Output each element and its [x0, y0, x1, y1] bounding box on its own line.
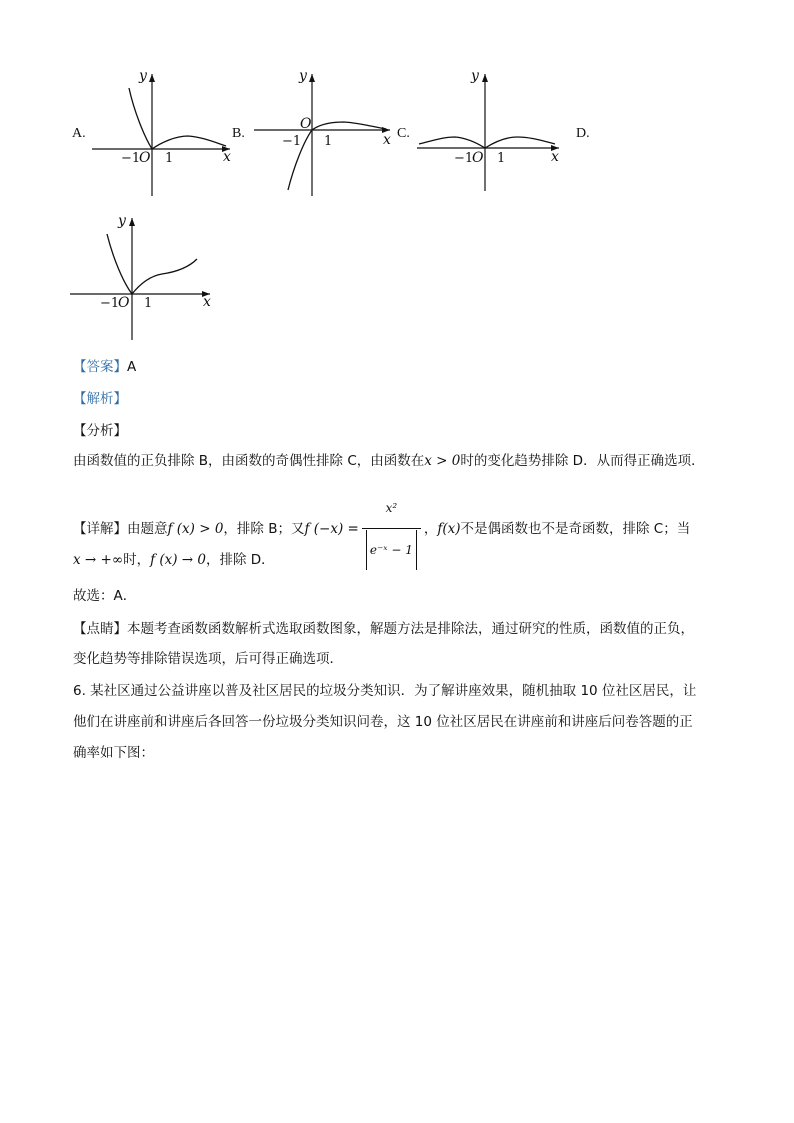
answer-tag: 【答案】	[73, 359, 127, 375]
origin-label: O	[118, 295, 130, 311]
fenxi-condition: x > 0	[424, 453, 461, 469]
choose-line: 故选：A．	[73, 588, 137, 604]
detail-expr-1: f (x) > 0	[167, 521, 224, 537]
fenxi-text-2: 时的变化趋势排除 D．从而得正确选项．	[460, 453, 705, 469]
answer-value: A	[127, 359, 137, 375]
dianjing-tag: 【点睛】	[73, 621, 127, 637]
detail-expr-3: f(x)	[437, 521, 461, 537]
dianjing-line-2: 变化趋势等排除错误选项，后可得正确选项．	[73, 651, 343, 667]
q6-line-3: 确率如下图：	[73, 745, 154, 761]
tick-pos1: 1	[497, 151, 506, 166]
q6-line-2: 他们在讲座前和讲座后各回答一份垃圾分类知识问卷，这 10 位社区居民在讲座前和讲座后问卷答题的正	[73, 714, 693, 730]
dianjing-line-1	[73, 619, 694, 639]
option-a-label[interactable]: A.	[72, 126, 86, 141]
detail-line2-text-1: 时，	[123, 552, 151, 568]
fraction-denominator-wrap	[362, 528, 421, 570]
detail-text-3: ，	[423, 521, 438, 537]
x-axis-label: x	[383, 132, 391, 148]
y-axis-label: y	[118, 213, 126, 229]
detail-limit-expr: x → +∞	[73, 552, 124, 568]
tick-neg1: −1	[282, 134, 302, 149]
x-axis-label: x	[223, 149, 231, 165]
function-curve	[419, 137, 555, 148]
fenxi-text	[73, 451, 705, 471]
tick-pos1: 1	[324, 134, 333, 149]
detail-text-4: 不是偶函数也不是奇函数，排除 C；当	[460, 521, 691, 537]
detail-text-1: 由题意	[127, 521, 168, 537]
analysis-tag: 【解析】	[73, 391, 127, 407]
x-axis-label: x	[551, 149, 559, 165]
fraction-denominator: e⁻ˣ − 1	[366, 530, 417, 570]
option-b-label[interactable]: B.	[232, 126, 245, 141]
y-axis-arrow	[309, 74, 315, 82]
fenxi-text-1: 由函数值的正负排除 B，由函数的奇偶性排除 C，由函数在	[73, 453, 425, 469]
graph-option-b	[252, 66, 402, 201]
fenxi-tag: 【分析】	[73, 423, 127, 439]
answer-line	[73, 357, 136, 377]
tick-neg1: −1	[454, 151, 474, 166]
option-c-label[interactable]: C.	[397, 126, 410, 141]
option-d-label[interactable]: D.	[576, 126, 590, 141]
tick-pos1: 1	[165, 151, 174, 166]
y-axis-label: y	[299, 68, 307, 84]
y-axis-arrow	[149, 74, 155, 82]
y-axis-arrow	[129, 218, 135, 226]
graph-option-d	[70, 210, 220, 345]
function-curve	[129, 88, 226, 149]
tick-neg1: −1	[121, 151, 141, 166]
detail-text-2: ，排除 B；又	[223, 521, 305, 537]
y-axis-arrow	[482, 74, 488, 82]
x-axis-label: x	[203, 294, 211, 310]
tick-neg1: −1	[100, 296, 120, 311]
origin-label: O	[472, 150, 484, 166]
detail-expr-2: f (−x) =	[304, 521, 359, 537]
y-axis-label: y	[139, 68, 147, 84]
dianjing-text-1: 本题考查函数函数解析式选取函数图象，解题方法是排除法，通过研究的性质，函数值的正负，	[127, 621, 694, 637]
detail-fraction	[362, 488, 421, 570]
function-curve	[107, 234, 197, 294]
q6-line-1: 6. 某社区通过公益讲座以普及社区居民的垃圾分类知识．为了解讲座效果，随机抽取 10 位社区居民，让	[73, 683, 697, 699]
graph-option-a	[92, 66, 242, 201]
detail-tag: 【详解】	[73, 521, 127, 537]
graph-option-c	[417, 66, 567, 201]
function-curve	[288, 122, 386, 190]
origin-label: O	[139, 150, 151, 166]
detail-line2-text-2: ，排除 D．	[206, 552, 275, 568]
detail-limit-value: f (x) → 0	[150, 552, 206, 568]
origin-label: O	[300, 116, 312, 132]
detail-line-2	[73, 550, 275, 570]
y-axis-label: y	[471, 68, 479, 84]
fraction-numerator: x²	[385, 501, 398, 515]
tick-pos1: 1	[144, 296, 153, 311]
